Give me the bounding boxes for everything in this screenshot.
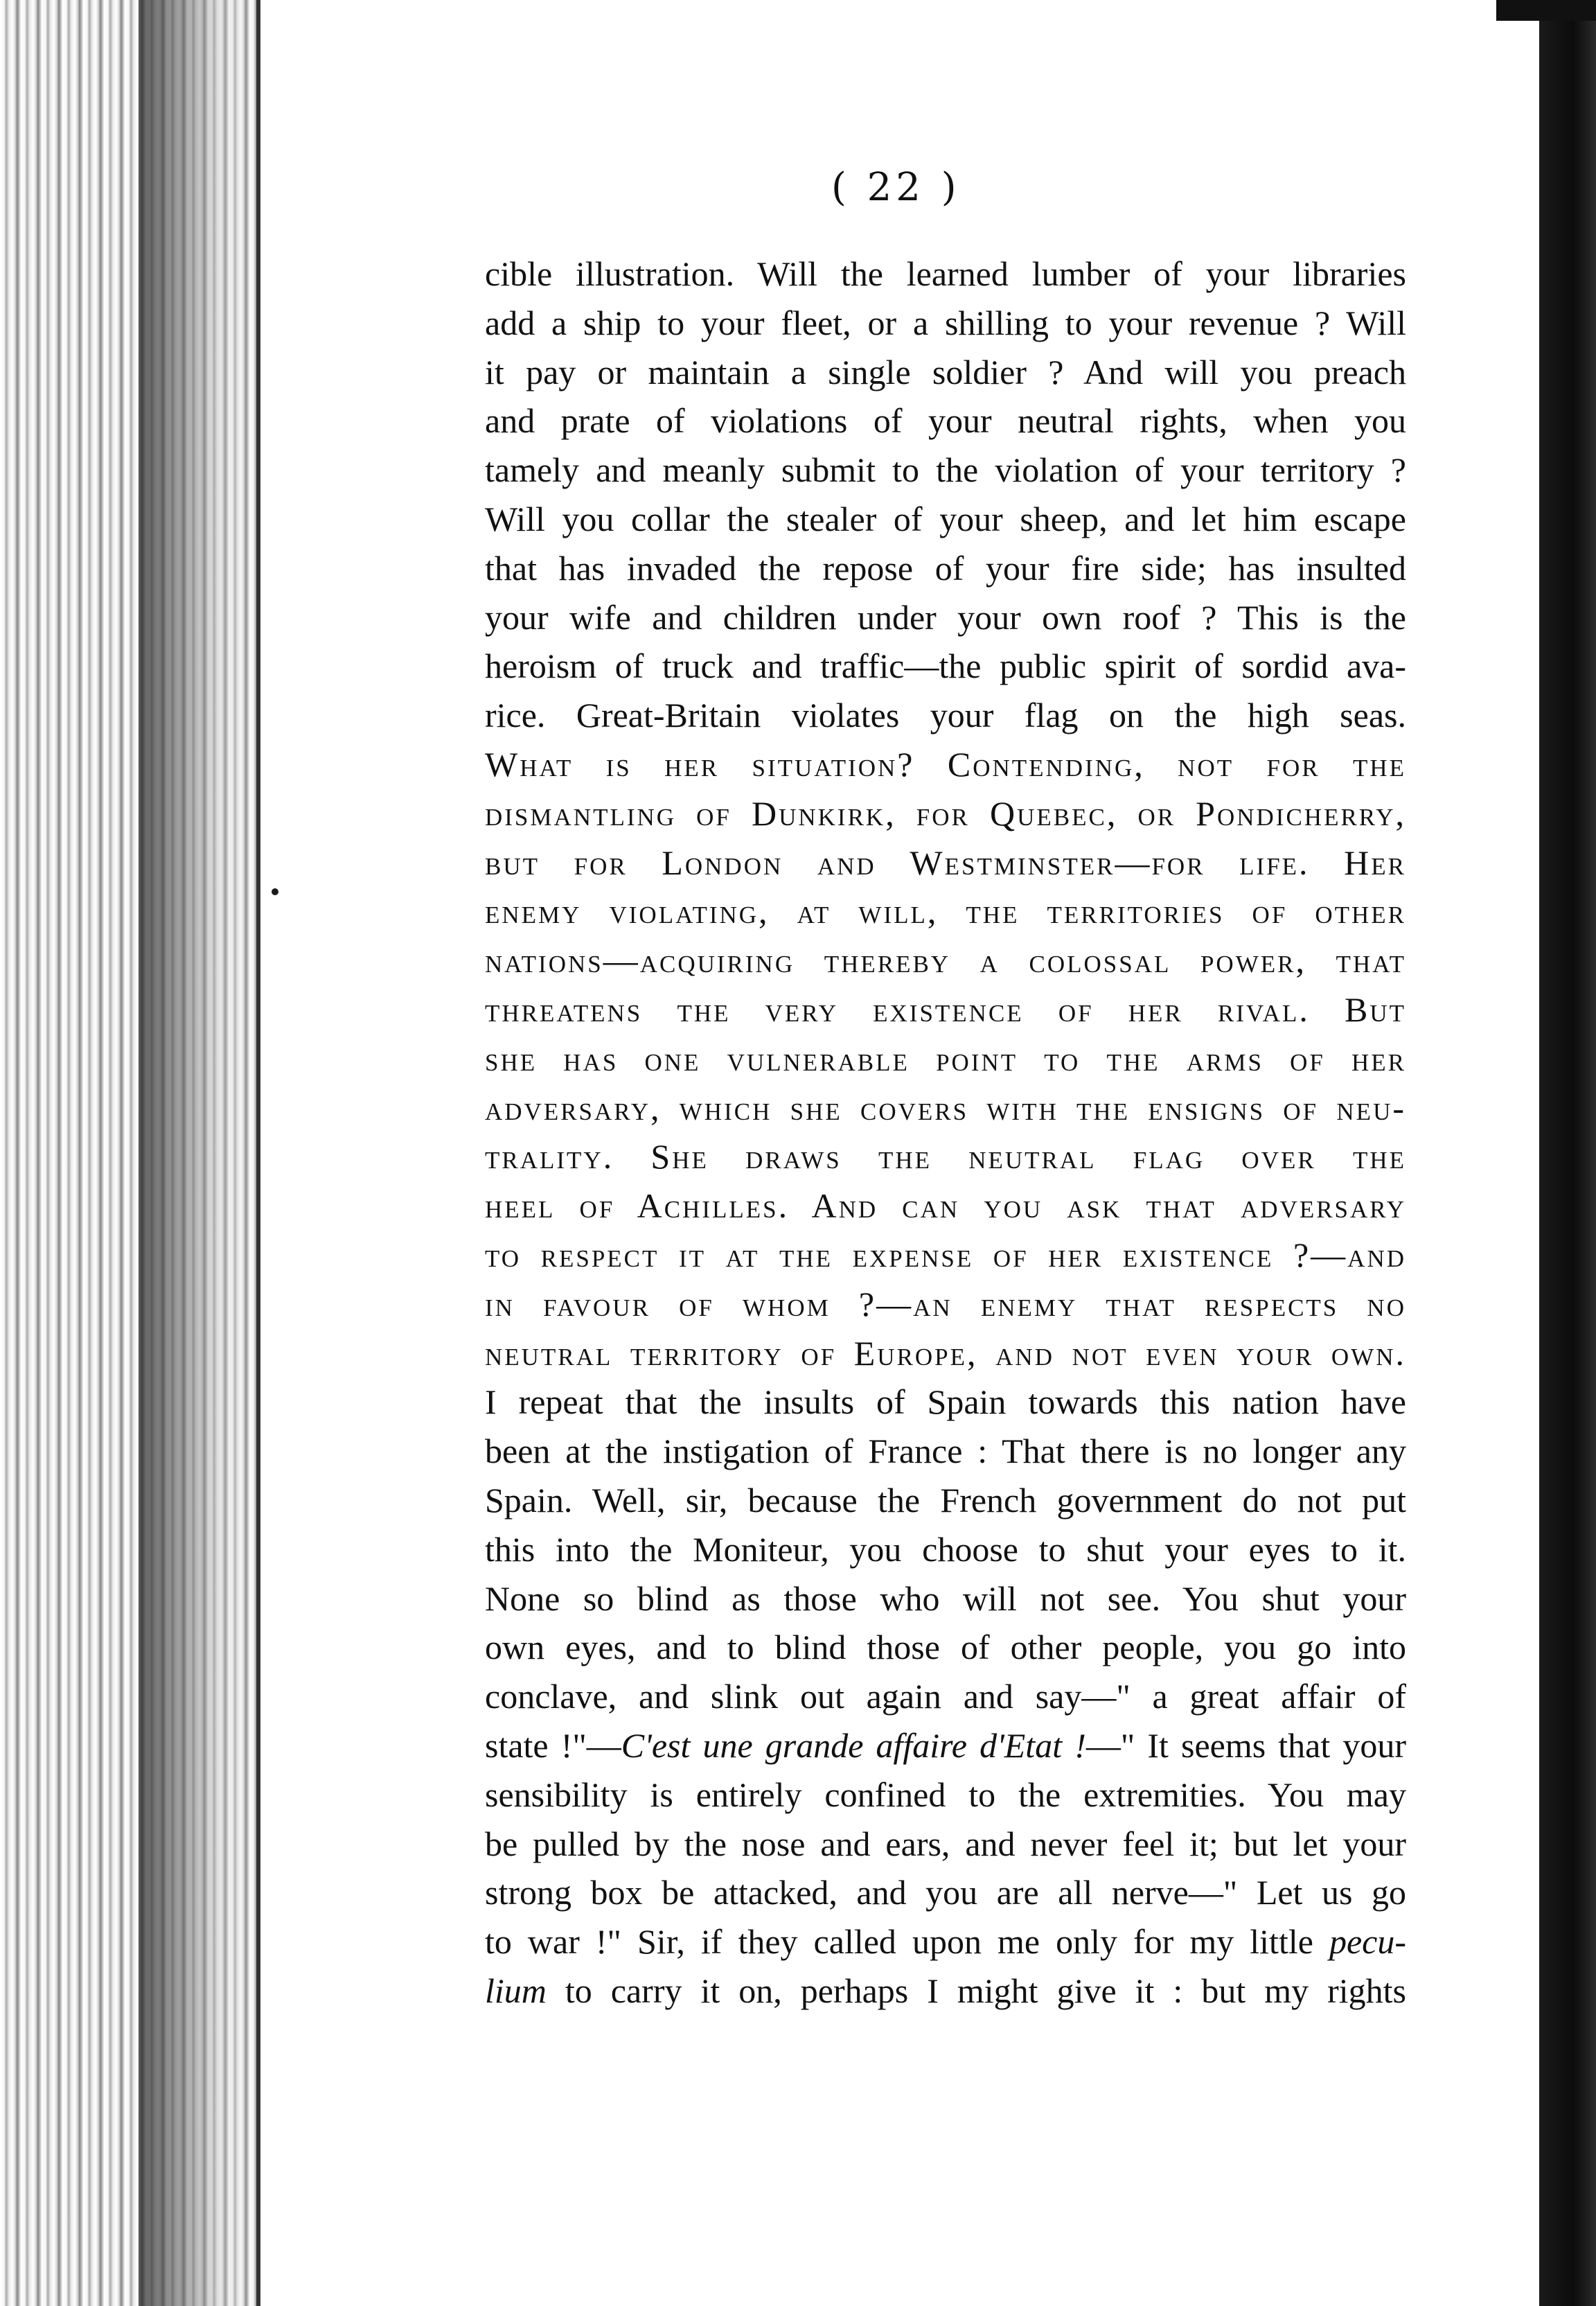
text-line-36-rest: to carry it on, perhaps I might give it : but my rights bbox=[565, 1971, 1406, 2010]
text-line-9: heroism of truck and traffic—the public spirit of sordid ava- bbox=[485, 646, 1406, 686]
text-line-35-italic: pecu- bbox=[1329, 1922, 1406, 1962]
page-edge-line bbox=[256, 0, 260, 2306]
text-line-29: own eyes, and to blind those of other people, you go into bbox=[485, 1628, 1406, 1667]
text-line-31 bbox=[485, 1721, 1406, 1770]
page-number: ( 22 ) bbox=[831, 165, 961, 210]
text-line-28: None so blind as those who will not see. You shut your bbox=[485, 1578, 1406, 1618]
text-line-17: she has one vulnerable point to the arms of her bbox=[485, 1039, 1406, 1078]
text-line-2: add a ship to your fleet, or a shilling to your revenue ? Will bbox=[485, 303, 1406, 342]
text-line-32: sensibility is entirely confined to the extremities. You may bbox=[485, 1775, 1406, 1814]
text-line-7: that has invaded the repose of your fire side; has insulted bbox=[485, 548, 1406, 588]
text-line-12: dismantling of Dunkirk, for Quebec, or Pondicherry, bbox=[485, 793, 1406, 833]
text-line-13: but for London and Westminster—for life. Her bbox=[485, 843, 1406, 882]
text-line-20: heel of Achilles. And can you ask that adversary bbox=[485, 1186, 1406, 1226]
text-line-31-start: state !"— bbox=[485, 1725, 621, 1765]
text-line-22: in favour of whom ?—an enemy that respects no bbox=[485, 1284, 1406, 1323]
text-line-6: Will you collar the stealer of your sheep, and let him escape bbox=[485, 499, 1406, 538]
text-line-14: enemy violating, at will, the territories of other bbox=[485, 892, 1406, 931]
text-line-35-start: to war !" Sir, if they called upon me only for my little bbox=[485, 1922, 1313, 1962]
text-line-36-italic: lium bbox=[485, 1971, 547, 2010]
text-line-36 bbox=[485, 1966, 1406, 2016]
text-line-1: cible illustration. Will the learned lumber of your libraries bbox=[485, 254, 1406, 293]
text-line-21: to respect it at the expense of her existence ?—and bbox=[485, 1235, 1406, 1274]
text-line-15: nations—acquiring thereby a colossal power, that bbox=[485, 941, 1406, 980]
text-line-16: threatens the very existence of her rival. But bbox=[485, 989, 1406, 1029]
margin-dot bbox=[272, 888, 278, 895]
text-line-27: this into the Moniteur, you choose to shut your eyes to it. bbox=[485, 1529, 1406, 1569]
text-line-3: it pay or maintain a single soldier ? And will you preach bbox=[485, 352, 1406, 391]
gutter-shadow bbox=[139, 0, 256, 2306]
scan-border-top bbox=[1496, 0, 1596, 21]
text-line-19: trality. She draws the neutral flag over the bbox=[485, 1137, 1406, 1177]
text-line-18: adversary, which she covers with the ensigns of neu- bbox=[485, 1088, 1406, 1127]
text-line-35 bbox=[485, 1917, 1406, 1966]
text-line-31-italic: C'est une grande affaire d'Etat ! bbox=[621, 1725, 1086, 1765]
text-line-26: Spain. Well, sir, because the French government do not put bbox=[485, 1480, 1406, 1520]
text-line-11: What is her situation? Contending, not for the bbox=[485, 744, 1406, 784]
text-line-5: tamely and meanly submit to the violation of your territory ? bbox=[485, 450, 1406, 490]
text-line-10: rice. Great-Britain violates your flag on the high seas. bbox=[485, 696, 1406, 735]
body-text bbox=[485, 249, 1406, 2016]
text-line-30: conclave, and slink out again and say—" a great affair of bbox=[485, 1677, 1406, 1716]
text-line-4: and prate of violations of your neutral rights, when you bbox=[485, 401, 1406, 441]
scan-border-right bbox=[1539, 21, 1596, 2306]
text-line-23: neutral territory of Europe, and not even your own. bbox=[485, 1333, 1406, 1373]
text-line-34: strong box be attacked, and you are all nerve—" Let us go bbox=[485, 1873, 1406, 1912]
text-line-31-tail: —" It seems that your bbox=[1085, 1725, 1406, 1765]
text-line-33: be pulled by the nose and ears, and never feel it; but let your bbox=[485, 1824, 1406, 1863]
text-line-8: your wife and children under your own roof ? This is the bbox=[485, 597, 1406, 637]
text-line-25: been at the instigation of France : That there is no longer any bbox=[485, 1432, 1406, 1471]
text-line-24: I repeat that the insults of Spain towards this nation have bbox=[485, 1382, 1406, 1422]
